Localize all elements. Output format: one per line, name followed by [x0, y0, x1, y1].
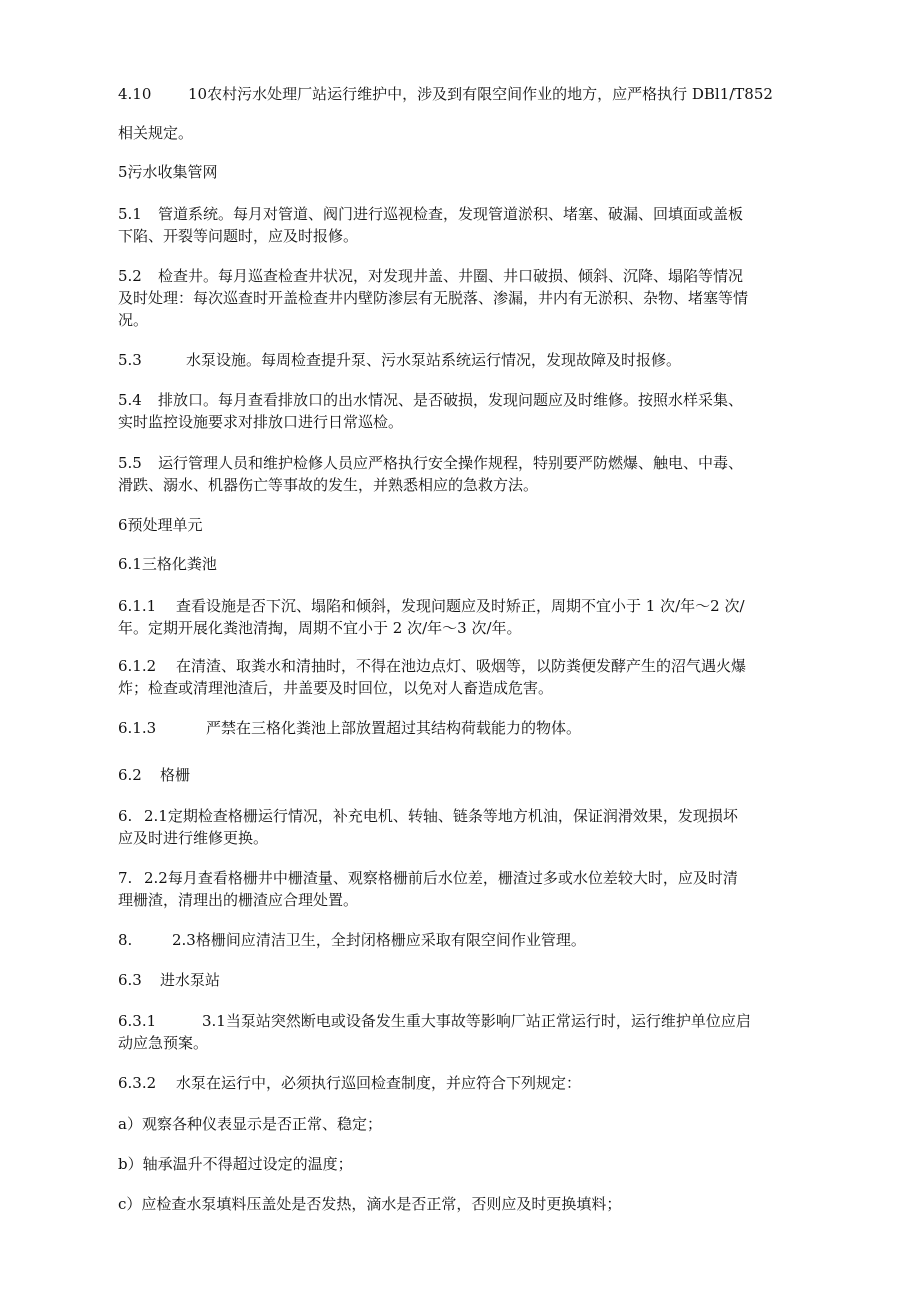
list-item-a: a）观察各种仪表显示是否正常、稳定； — [118, 1115, 382, 1133]
paragraph-6-1-2-line-1 — [118, 656, 747, 676]
clause-text: 检查井。每月巡查检查井状况，对发现井盖、井圈、井口破损、倾斜、沉降、塌陷等情况 — [158, 267, 744, 285]
paragraph-5-1-line-2: 下陷、开裂等问题时，应及时报修。 — [118, 227, 359, 245]
paragraph-6-3-1-line-1 — [118, 1011, 751, 1031]
clause-number: 6.1.2 — [118, 657, 157, 675]
paragraph-5-4-line-2: 实时监控设施要求对排放口进行日常巡检。 — [118, 413, 404, 431]
paragraph-6-2-2-line-2: 理栅渣，清理出的栅渣应合理处置。 — [118, 891, 359, 909]
clause-text: 2.3格栅间应清洁卫生，全封闭格栅应采取有限空间作业管理。 — [172, 931, 586, 949]
clause-number: 6.3.2 — [118, 1074, 157, 1092]
clause-number: 5.1 — [118, 205, 142, 223]
list-item-c: c）应检查水泵填料压盖处是否发热，滴水是否正常，否则应及时更换填料； — [118, 1195, 622, 1213]
clause-number: 6.1.3 — [118, 719, 157, 737]
paragraph-6-3-2-line-1 — [118, 1073, 582, 1093]
paragraph-6-2-3-line-1 — [118, 930, 586, 950]
paragraph-5-1-line-1 — [118, 204, 744, 224]
paragraph-6-1-1-line-1 — [118, 596, 745, 616]
paragraph-6-2-1-line-1 — [118, 806, 738, 826]
clause-text: 排放口。每月查看排放口的出水情况、是否破损，发现问题应及时维修。按照水样采集、 — [158, 391, 744, 409]
clause-number: 8. — [118, 931, 133, 949]
clause-text: 3.1当泵站突然断电或设备发生重大事故等影响厂站正常运行时，运行维护单位应启 — [202, 1012, 751, 1030]
clause-text: 严禁在三格化粪池上部放置超过其结构荷载能力的物体。 — [206, 719, 582, 737]
clause-number: 6. — [118, 807, 133, 825]
clause-text: 查看设施是否下沉、塌陷和倾斜，发现问题应及时矫正，周期不宜小于 1 次/年～2 次/ — [176, 597, 745, 615]
clause-text: 2.1定期检查格栅运行情况，补充电机、转轴、链条等地方机油，保证润滑效果，发现损坏 — [144, 807, 738, 825]
paragraph-5-4-line-1 — [118, 390, 744, 410]
paragraph-6-1-1-line-2: 年。定期开展化粪池清掏，周期不宜小于 2 次/年～3 次/年。 — [118, 619, 522, 637]
paragraph-6-2-1-line-2: 应及时进行维修更换。 — [118, 829, 269, 847]
clause-number: 5.2 — [118, 267, 142, 285]
clause-number: 5.3 — [118, 351, 142, 369]
clause-number: 6.1.1 — [118, 597, 157, 615]
clause-number: 7. — [118, 869, 133, 887]
paragraph-4-10-line-2: 相关规定。 — [118, 124, 194, 142]
paragraph-5-2-line-1 — [118, 266, 744, 286]
clause-number: 6.3.1 — [118, 1012, 157, 1030]
clause-text: 水泵设施。每周检查提升泵、污水泵站系统运行情况，发现故障及时报修。 — [186, 351, 682, 369]
clause-number: 6.2 — [118, 766, 142, 784]
clause-number: 4.10 — [118, 85, 152, 103]
section-heading-6: 6预处理单元 — [118, 516, 203, 534]
clause-text: 格栅 — [160, 766, 191, 784]
clause-text: 水泵在运行中，必须执行巡回检查制度，并应符合下列规定： — [176, 1074, 582, 1092]
clause-text: 在清渣、取粪水和清抽时，不得在池边点灯、吸烟等，以防粪便发酵产生的沼气遇火爆 — [176, 657, 747, 675]
section-heading-6-3 — [118, 970, 221, 990]
list-item-b: b）轴承温升不得超过设定的温度； — [118, 1155, 353, 1173]
clause-number: 6.3 — [118, 971, 142, 989]
clause-text: 10农村污水处理厂站运行维护中，涉及到有限空间作业的地方，应严格执行 DBl1/T852 — [188, 85, 773, 103]
paragraph-6-3-1-line-2: 动应急预案。 — [118, 1034, 209, 1052]
clause-text: 2.2每月查看格栅井中栅渣量、观察格栅前后水位差，栅渣过多或水位差较大时，应及时清 — [144, 869, 738, 887]
paragraph-5-2-line-3: 况。 — [118, 311, 149, 329]
clause-text: 管道系统。每月对管道、阀门进行巡视检查，发现管道淤积、堵塞、破漏、回填面或盖板 — [158, 205, 744, 223]
clause-text: 进水泵站 — [160, 971, 221, 989]
paragraph-5-3-line-1 — [118, 350, 682, 370]
paragraph-6-1-2-line-2: 炸；检查或清理池渣后，井盖要及时回位，以免对人畜造成危害。 — [118, 679, 554, 697]
paragraph-6-2-2-line-1 — [118, 868, 738, 888]
paragraph-6-1-3-line-1 — [118, 718, 582, 738]
paragraph-5-5-line-2: 滑跌、溺水、机器伤亡等事故的发生，并熟悉相应的急救方法。 — [118, 476, 539, 494]
clause-number: 5.5 — [118, 454, 142, 472]
section-heading-6-1: 6.1三格化粪池 — [118, 555, 217, 573]
paragraph-4-10-line-1 — [118, 84, 773, 104]
paragraph-5-5-line-1 — [118, 453, 744, 473]
clause-text: 运行管理人员和维护检修人员应严格执行安全操作规程，特别要严防燃爆、触电、中毒、 — [158, 454, 744, 472]
clause-number: 5.4 — [118, 391, 142, 409]
section-heading-5: 5污水收集管网 — [118, 163, 218, 181]
section-heading-6-2 — [118, 765, 191, 785]
paragraph-5-2-line-2: 及时处理：每次巡查时开盖检查井内壁防渗层有无脱落、渗漏，井内有无淤积、杂物、堵塞等情 — [118, 289, 749, 307]
